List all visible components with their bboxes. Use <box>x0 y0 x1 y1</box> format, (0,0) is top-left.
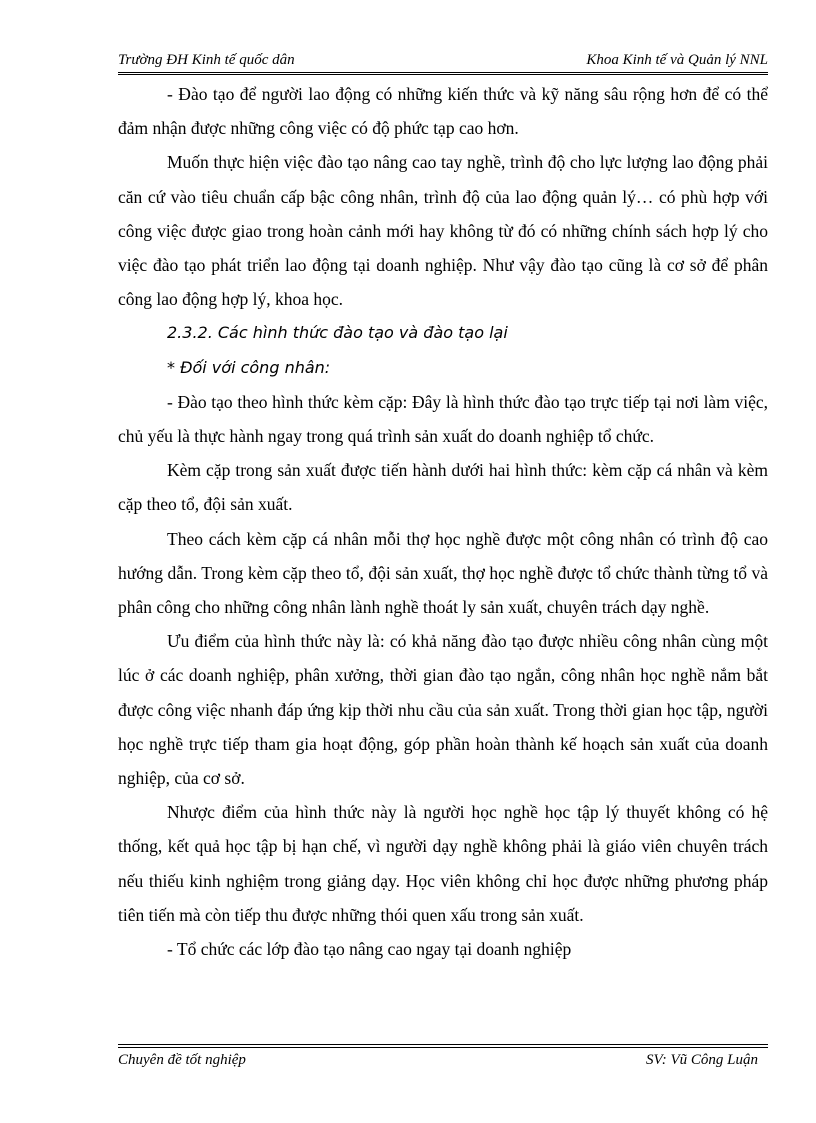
header-rule <box>118 72 768 75</box>
footer-document-type: Chuyên đề tốt nghiệp <box>118 1052 246 1068</box>
page-body <box>118 77 768 966</box>
subsection-heading: * Đối với công nhân: <box>167 357 331 377</box>
body-paragraph: Muốn thực hiện việc đào tạo nâng cao tay nghề, trình độ cho lực lượng lao động phải căn cứ vào tiêu chuẩn cấp bậc công nhân, trình độ của lao động quản lý… có phù hợp với công việc được giao trong hoàn cảnh mới hay không từ đó có những chính sách hợp lý cho việc đào tạo phát triển lao động tại doanh nghiệp. Như vậy đào tạo cũng là cơ sở để phân công lao động hợp lý, khoa học. <box>118 152 768 310</box>
section-heading: 2.3.2. Các hình thức đào tạo và đào tạo lại <box>167 323 508 343</box>
header-university: Trường ĐH Kinh tế quốc dân <box>118 52 295 68</box>
body-paragraph: Ưu điểm của hình thức này là: có khả năng đào tạo được nhiều công nhân cùng một lúc ở các doanh nghiệp, phân xưởng, thời gian đào tạo ngắn, công nhân học nghề nắm bắt được công việc nhanh đáp ứng kịp thời nhu cầu của sản xuất. Trong thời gian học tập, người học nghề trực tiếp tham gia hoạt động, góp phần hoàn thành kế hoạch sản xuất của doanh nghiệp, của cơ sở. <box>118 631 768 789</box>
body-paragraph: Theo cách kèm cặp cá nhân mỗi thợ học nghề được một công nhân có trình độ cao hướng dẫn. Trong kèm cặp theo tổ, đội sản xuất, thợ học nghề được tổ chức thành từng tổ và phân công cho những công nhân lành nghề thoát ly sản xuất, chuyên trách dạy nghề. <box>118 528 768 618</box>
body-paragraph: - Tổ chức các lớp đào tạo nâng cao ngay tại doanh nghiệp <box>167 939 572 960</box>
page-header <box>118 50 768 72</box>
body-paragraph: Kèm cặp trong sản xuất được tiến hành dưới hai hình thức: kèm cặp cá nhân và kèm cặp theo tổ, đội sản xuất. <box>118 460 768 515</box>
footer-student-name: SV: Vũ Công Luận <box>646 1052 758 1068</box>
page-footer <box>118 1052 758 1074</box>
body-paragraph: - Đào tạo theo hình thức kèm cặp: Đây là hình thức đào tạo trực tiếp tại nơi làm việc, chủ yếu là thực hành ngay trong quá trình sản xuất do doanh nghiệp tổ chức. <box>118 391 768 447</box>
body-paragraph: Nhược điểm của hình thức này là người học nghề học tập lý thuyết không có hệ thống, kết quả học tập bị hạn chế, vì người dạy nghề không phải là giáo viên chuyên trách nếu thiếu kinh nghiệm trong giảng dạy. Học viên không chỉ học được những phương pháp tiên tiến mà còn tiếp thu được những thói quen xấu trong sản xuất. <box>118 802 768 925</box>
header-faculty: Khoa Kinh tế và Quản lý NNL <box>586 52 768 68</box>
body-paragraph: - Đào tạo để người lao động có những kiến thức và kỹ năng sâu rộng hơn để có thể đảm nhận được những công việc có độ phức tạp cao hơn. <box>118 84 768 139</box>
footer-rule <box>118 1044 768 1048</box>
